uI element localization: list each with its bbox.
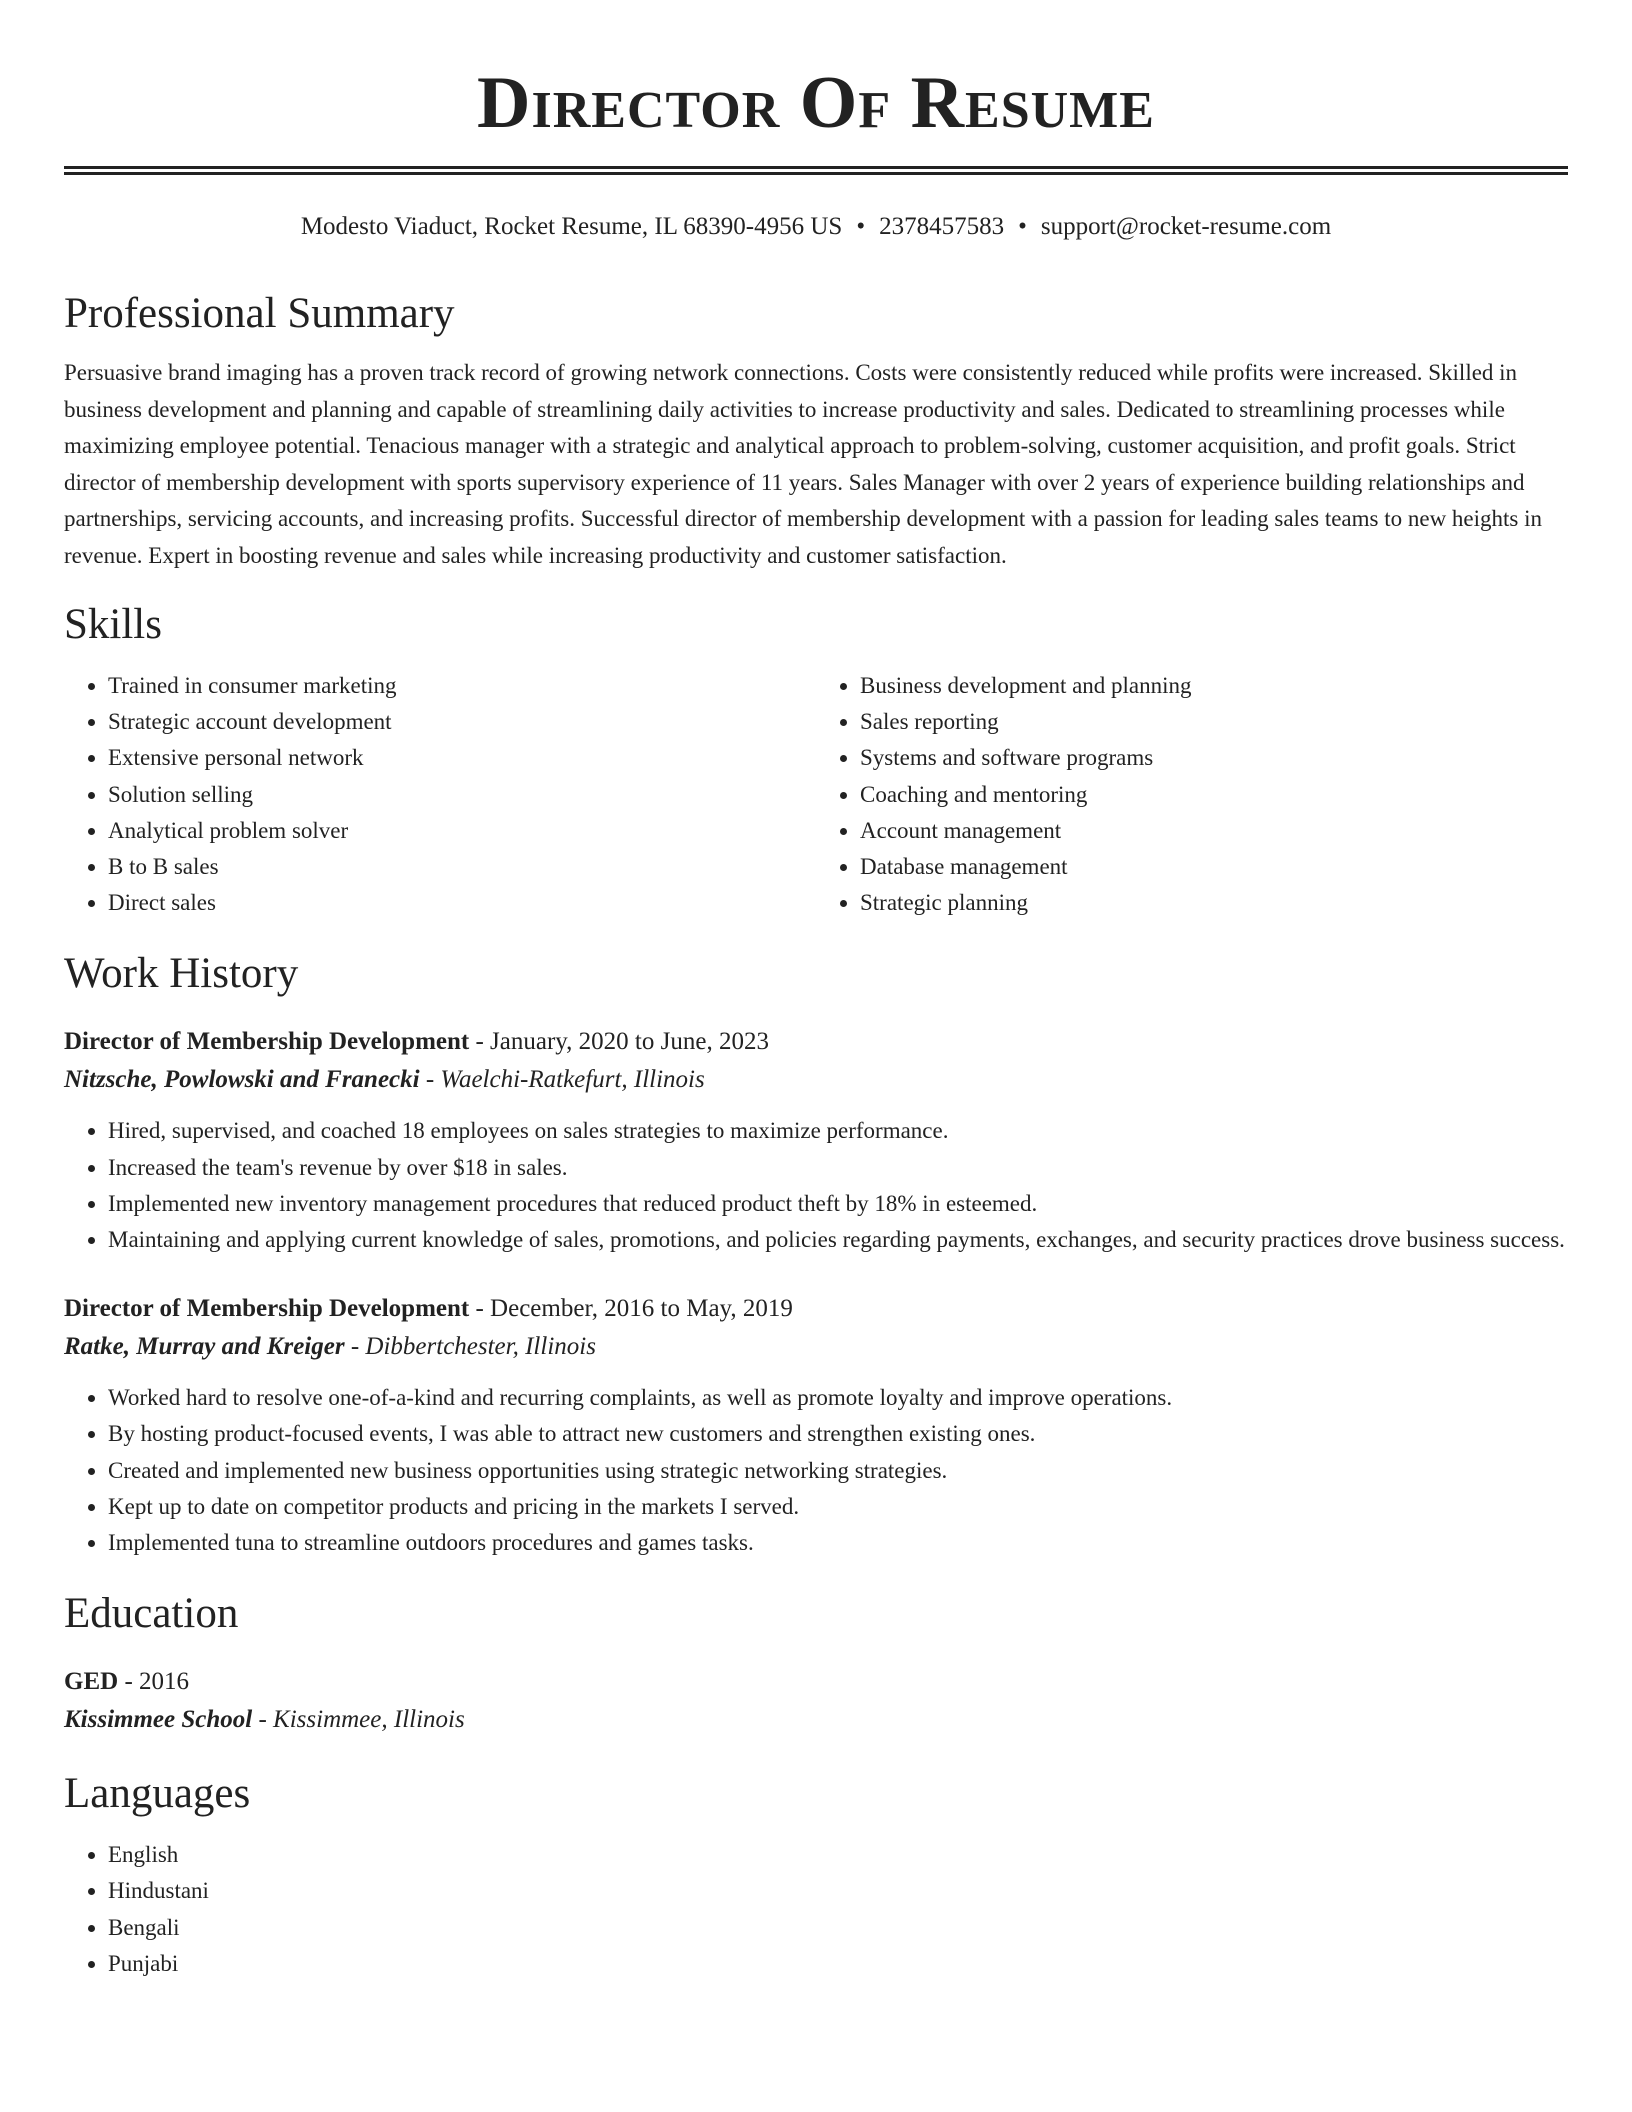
skill-item: • Coaching and mentoring	[860, 777, 1568, 813]
education-entry	[64, 1663, 1568, 1739]
job-entry	[64, 1290, 1568, 1561]
education-location: - Kissimmee, Illinois	[252, 1706, 465, 1734]
section-title-summary: Professional Summary	[64, 290, 455, 337]
skill-item: • Trained in consumer marketing	[108, 668, 816, 704]
education-heading	[64, 1663, 1568, 1701]
job-bullets	[64, 1113, 1568, 1258]
skill-item: • Sales reporting	[860, 704, 1568, 740]
education-degree: GED	[64, 1668, 119, 1696]
skill-item: • Extensive personal network	[108, 740, 816, 776]
job-company: Ratke, Murray and Kreiger	[64, 1333, 345, 1361]
job-dates: - January, 2020 to June, 2023	[469, 1028, 769, 1056]
section-title-education: Education	[64, 1590, 239, 1638]
skill-item: • Strategic account development	[108, 704, 816, 740]
skill-item: • Business development and planning	[860, 668, 1568, 704]
job-bullet: • By hosting product-focused events, I was able to attract new customers and strengthen existing ones.	[108, 1416, 1568, 1452]
skills-list	[64, 668, 1568, 921]
job-bullet: • Implemented tuna to streamline outdoors procedures and games tasks.	[108, 1525, 1568, 1561]
title-divider	[64, 166, 1568, 175]
job-bullet: • Hired, supervised, and coached 18 employees on sales strategies to maximize performance.	[108, 1113, 1568, 1149]
languages-list	[64, 1837, 1568, 1982]
contact-address: Modesto Viaduct, Rocket Resume, IL 68390-4956 US	[300, 213, 843, 240]
skill-item: • Direct sales	[108, 885, 816, 921]
job-bullets	[64, 1380, 1568, 1561]
contact-email: support@rocket-resume.com	[1040, 213, 1332, 240]
contact-phone: 2378457583	[879, 213, 1005, 240]
job-entry	[64, 1023, 1568, 1258]
job-company-line	[64, 1328, 1568, 1366]
job-location: - Dibbertchester, Illinois	[344, 1333, 596, 1361]
job-company: Nitzsche, Powlowski and Franecki	[64, 1066, 420, 1094]
job-bullet: • Increased the team's revenue by over $18 in sales.	[108, 1150, 1568, 1186]
education-year: - 2016	[118, 1668, 190, 1696]
resume-title: Director Of Resume	[477, 62, 1155, 144]
section-title-skills: Skills	[64, 601, 162, 648]
job-bullet: • Worked hard to resolve one-of-a-kind and recurring complaints, as well as promote loyalty and improve operations.	[108, 1380, 1568, 1416]
summary-text: Persuasive brand imaging has a proven track record of growing network connections. Costs were consistently reduced while profits were increased. Skilled in business development and planning and capable of streamlining daily activities to increase productivity and sales. Dedicated to streamlining processes while maximizing employee potential. Tenacious manager with a strategic and analytical approach to problem-solving, customer acquisition, and profit goals. Strict director of membership development with sports supervisory experience of 11 years. Sales Manager with over 2 years of experience building relationships and partnerships, servicing accounts, and increasing profits. Successful director of membership development with a passion for leading sales teams to new heights in revenue. Expert in boosting revenue and sales while increasing productivity and customer satisfaction.	[64, 360, 1543, 568]
skill-item: • Strategic planning	[860, 885, 1568, 921]
skill-item: • Analytical problem solver	[108, 813, 816, 849]
skills-column-right	[816, 668, 1568, 921]
job-heading	[64, 1290, 1568, 1328]
language-item: • Hindustani	[108, 1873, 1568, 1909]
job-bullet: • Created and implemented new business opportunities using strategic networking strategies.	[108, 1453, 1568, 1489]
skill-item: • Systems and software programs	[860, 740, 1568, 776]
skill-item: • Account management	[860, 813, 1568, 849]
job-company-line	[64, 1061, 1568, 1099]
contact-separator: •	[856, 213, 866, 240]
job-heading	[64, 1023, 1568, 1061]
section-title-languages: Languages	[64, 1770, 251, 1818]
job-location: - Waelchi-Ratkefurt, Illinois	[419, 1066, 705, 1094]
education-school: Kissimmee School	[64, 1706, 253, 1734]
skill-item: • Solution selling	[108, 777, 816, 813]
skills-column-left	[64, 668, 816, 921]
skill-item: • B to B sales	[108, 849, 816, 885]
job-bullet: • Implemented new inventory management procedures that reduced product theft by 18% in esteemed.	[108, 1186, 1568, 1222]
job-bullet: • Kept up to date on competitor products and pricing in the markets I served.	[108, 1489, 1568, 1525]
education-school-line	[64, 1701, 1568, 1739]
job-bullet: • Maintaining and applying current knowledge of sales, promotions, and policies regarding payments, exchanges, and security practices drove business success.	[108, 1222, 1568, 1258]
language-item: • Punjabi	[108, 1946, 1568, 1982]
contact-separator: •	[1018, 213, 1027, 240]
language-item: • Bengali	[108, 1910, 1568, 1946]
section-title-work-history: Work History	[64, 950, 299, 998]
job-role: Director of Membership Development	[64, 1028, 470, 1056]
skill-item: • Database management	[860, 849, 1568, 885]
contact-line	[64, 211, 1568, 243]
job-dates: - December, 2016 to May, 2019	[469, 1295, 793, 1323]
job-role: Director of Membership Development	[64, 1295, 470, 1323]
language-item: • English	[108, 1837, 1568, 1873]
